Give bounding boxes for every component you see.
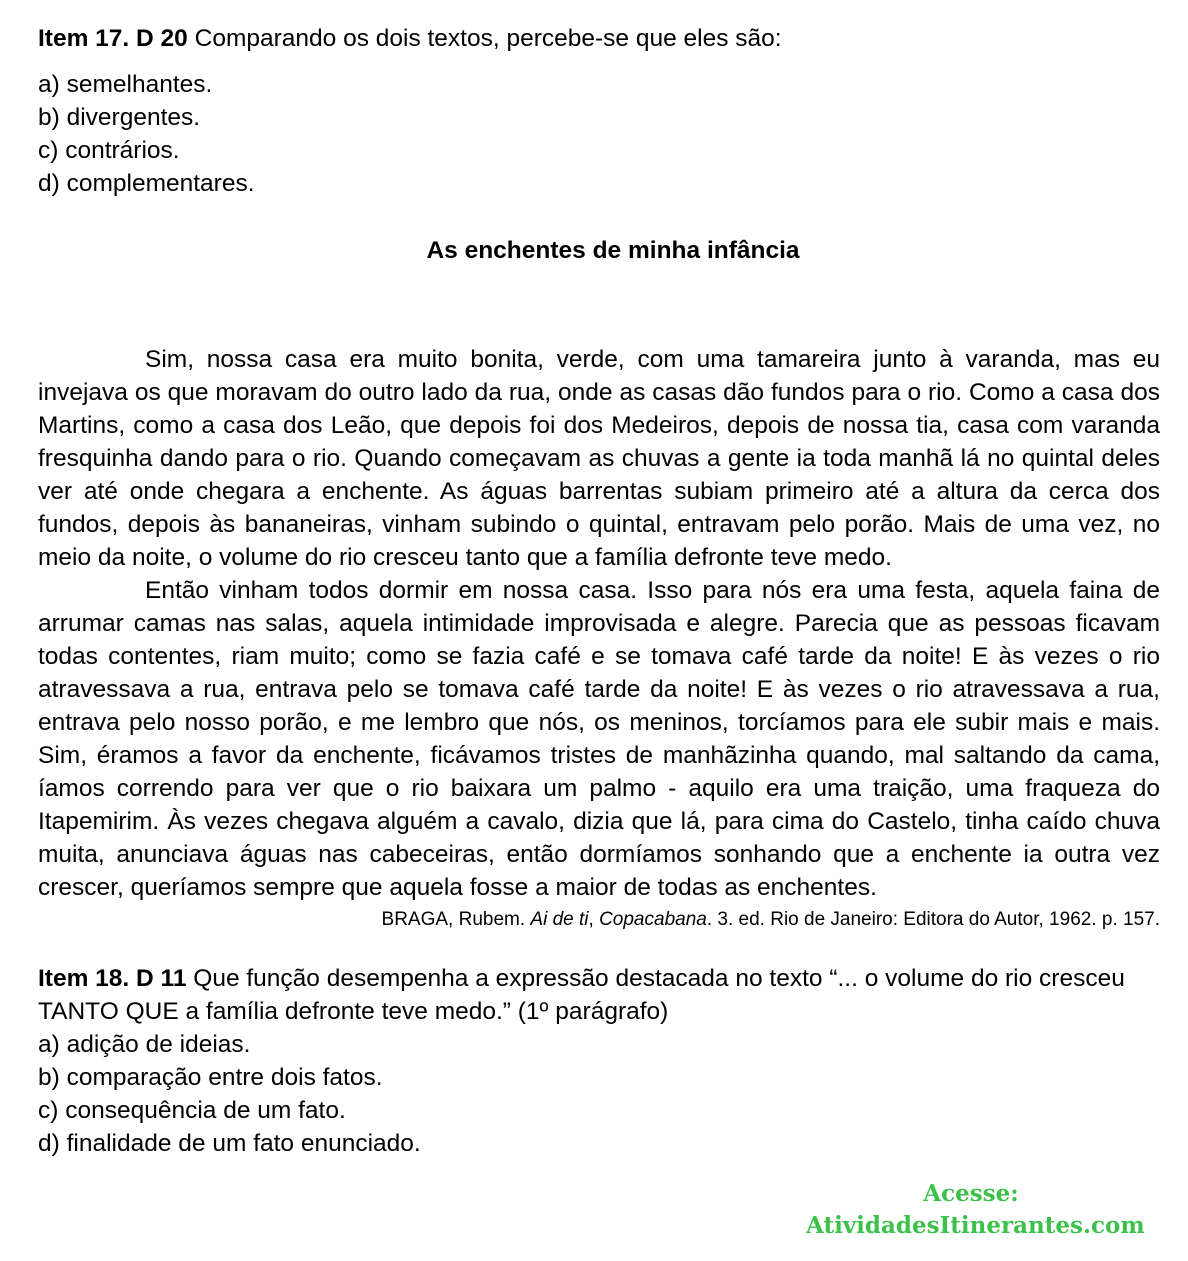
item17-option-d: d) complementares. xyxy=(38,170,255,197)
citation-separator: , xyxy=(588,909,600,930)
citation-work-1: Ai de ti xyxy=(530,909,589,930)
promo-site-link[interactable]: AtividadesItinerantes.com xyxy=(806,1212,1145,1239)
item18-label: Item 18. D 11 xyxy=(38,965,187,992)
promo-watermark xyxy=(806,1178,1145,1242)
citation xyxy=(38,906,1160,934)
item17-question-text: Comparando os dois textos, percebe-se que eles são: xyxy=(187,25,782,52)
item18-question-text: Que função desempenha a expressão destacada no texto “... o volume do rio cresceu TANTO QUE a família defronte teve medo.” (1º parágrafo) xyxy=(38,965,1125,1025)
item17-label: Item 17. D 20 xyxy=(38,25,188,52)
citation-author: BRAGA, Rubem. xyxy=(381,909,531,930)
item18-question xyxy=(38,962,1160,1028)
item18-options xyxy=(38,1028,1160,1160)
item18-option-a: a) adição de ideias. xyxy=(38,1031,251,1058)
citation-work-2: Copacabana xyxy=(599,909,707,930)
item17-option-b: b) divergentes. xyxy=(38,104,201,131)
item17-option-a: a) semelhantes. xyxy=(38,71,213,98)
document-page xyxy=(38,22,1160,1160)
item18-option-c: c) consequência de um fato. xyxy=(38,1097,346,1124)
promo-line-1: Acesse: xyxy=(923,1180,1019,1207)
item17-question xyxy=(38,22,1160,55)
citation-details: . 3. ed. Rio de Janeiro: Editora do Autor, 1962. p. 157. xyxy=(706,909,1160,930)
item17-options xyxy=(38,68,1160,200)
item18-option-d: d) finalidade de um fato enunciado. xyxy=(38,1130,421,1157)
story-title: As enchentes de minha infância xyxy=(426,237,800,264)
item18-option-b: b) comparação entre dois fatos. xyxy=(38,1064,383,1091)
story-text xyxy=(38,343,1160,904)
story-paragraph-1: Sim, nossa casa era muito bonita, verde, com uma tamareira junto à varanda, mas eu invejava os que moravam do outro lado da rua, onde as casas dão fundos para o rio. Como a casa dos Martins, como a casa dos Leão, que depois foi dos Medeiros, depois de nossa tia, casa com varanda fresquinha dando para o rio. Quando começavam as chuvas a gente ia toda manhã lá no quintal deles ver até onde chegara a enchente. As águas barrentas subiam primeiro até a altura da cerca dos fundos, depois às bananeiras, vinham subindo o quintal, entravam pelo porão. Mais de uma vez, no meio da noite, o volume do rio cresceu tanto que a família defronte teve medo. xyxy=(38,346,1160,571)
item17-option-c: c) contrários. xyxy=(38,137,180,164)
story-paragraph-2: Então vinham todos dormir em nossa casa. Isso para nós era uma festa, aquela faina de arrumar camas nas salas, aquela intimidade improvisada e alegre. Parecia que as pessoas ficavam todas contentes, riam muito; como se fazia café e se tomava café tarde da noite! E às vezes o rio atravessava a rua, entrava pelo se tomava café tarde da noite! E às vezes o rio atravessava a rua, entrava pelo nosso porão, e me lembro que nós, os meninos, torcíamos para ele subir mais e mais. Sim, éramos a favor da enchente, ficávamos tristes de manhãzinha quando, mal saltando da cama, íamos correndo para ver que o rio baixara um palmo - aquilo era uma traição, uma fraqueza do Itapemirim. Às vezes chegava alguém a cavalo, dizia que lá, para cima do Castelo, tinha caído chuva muita, anunciava águas nas cabeceiras, então dormíamos sonhando que a enchente ia outra vez crescer, queríamos sempre que aquela fosse a maior de todas as enchentes. xyxy=(38,577,1160,901)
